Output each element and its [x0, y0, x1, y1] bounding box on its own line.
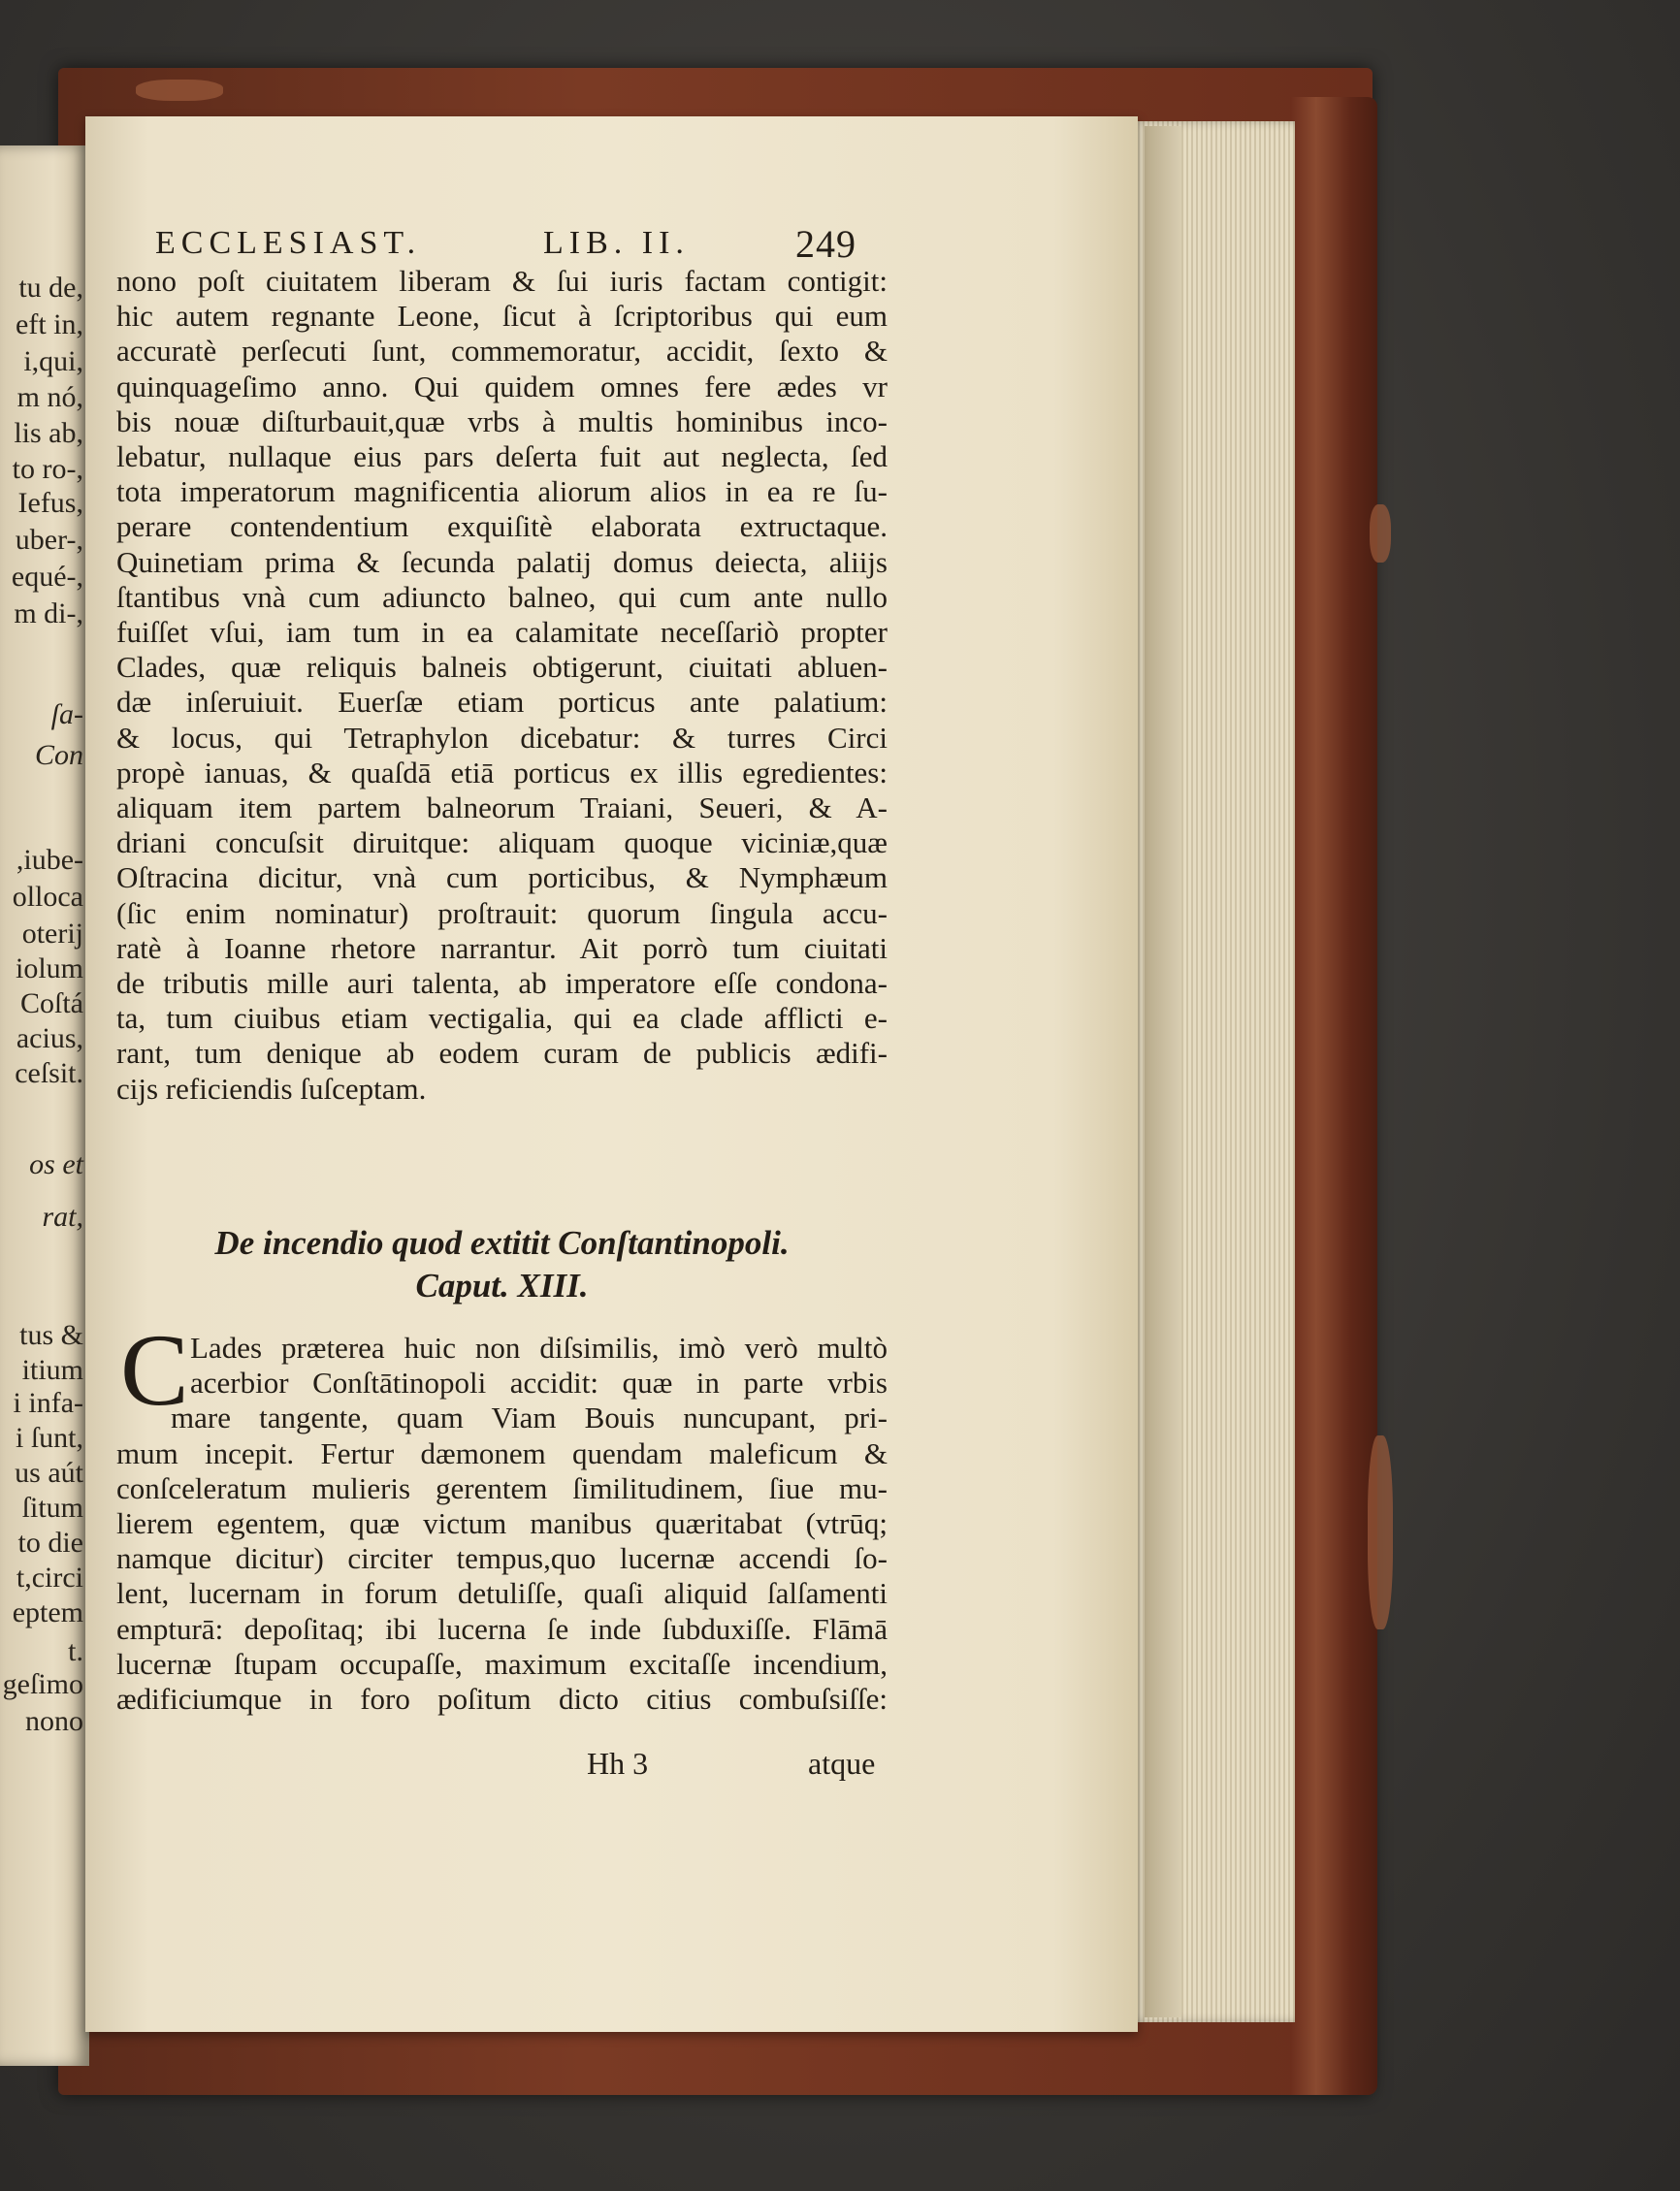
drop-cap: C — [120, 1313, 189, 1427]
text-line: perare contendentium exquiſitè elaborata extructaque. — [116, 509, 888, 544]
text-line: ſtantibus vnà cum adiuncto balneo, qui cum ante nullo — [116, 579, 888, 614]
left-margin-fragment: eptem — [12, 1596, 83, 1628]
cover-scuff — [1370, 504, 1391, 563]
text-line: hic autem regnante Leone, ſicut à ſcriptoribus qui eum — [116, 299, 888, 334]
left-margin-fragment: acius, — [16, 1022, 83, 1054]
text-line: empturā: depoſitaq; ibi lucerna ſe inde ſubduxiſſe. Flāmā — [116, 1611, 888, 1646]
cover-scuff — [136, 80, 223, 101]
text-line: mum incepit. Fertur dæmonem quendam maleficum & — [116, 1435, 888, 1470]
text-line: rant, tum denique ab eodem curam de publicis ædifi- — [116, 1036, 888, 1071]
text-line: acerbior Conſtātinopoli accidit: quæ in parte vrbis — [190, 1366, 888, 1401]
text-line: lucernæ ſtupam occupaſſe, maximum excitaſſe incendium, — [116, 1646, 888, 1681]
text-line: (ſic enim nominatur) proſtrauit: quorum ſingula accu- — [116, 895, 888, 930]
text-line: dæ inſeruiuit. Euerſæ etiam porticus ante palatium: — [116, 685, 888, 720]
left-margin-fragment: lis ab, — [14, 417, 83, 449]
text-line: Lades præterea huic non diſsimilis, imò verò multò — [190, 1331, 888, 1365]
left-margin-fragment: nono — [25, 1705, 83, 1737]
left-margin-fragment: oterij — [21, 918, 83, 950]
text-line: driani concuſsit diruitque: aliquam quoque viciniæ,quæ — [116, 825, 888, 860]
text-line: bis nouæ diſturbauit,quæ vrbs à multis hominibus inco- — [116, 403, 888, 438]
page-edges-gap — [1145, 126, 1181, 2017]
text-line: Oſtracina dicitur, vnà cum porticibus, & Nymphæum — [116, 860, 888, 895]
left-margin-fragment: i ſunt, — [15, 1422, 83, 1454]
left-margin-fragment: iolum — [15, 952, 83, 984]
left-margin-fragment: ceſsit. — [15, 1057, 83, 1089]
text-line: tota imperatorum magnificentia aliorum alios in ea re ſu- — [116, 474, 888, 509]
left-page-sliver — [0, 145, 89, 2066]
left-margin-fragment: i infa- — [13, 1387, 83, 1419]
text-line: ratè à Ioanne rhetore narrantur. Ait porrò tum ciuitati — [116, 930, 888, 965]
text-line: mare tangente, quam Viam Bouis nuncupant, pri- — [171, 1401, 888, 1435]
signature-mark: Hh 3 — [587, 1746, 649, 1781]
text-line: lebatur, nullaque eius pars deſerta fuit aut neglecta, ſed — [116, 439, 888, 473]
running-title: ECCLESIAST. — [155, 225, 422, 261]
text-line: lent, lucernam in forum detuliſſe, quaſi aliquid ſalſamenti — [116, 1576, 888, 1611]
text-line: aliquam item partem balneorum Traiani, Seueri, & A- — [116, 790, 888, 824]
left-margin-fragment: to ro-, — [12, 453, 83, 485]
text-line: conſceleratum mulieris gerentem ſimilitudinem, ſiue mu- — [116, 1470, 888, 1505]
left-margin-fragment: equé-, — [11, 561, 83, 593]
text-line: ædificiumque in foro poſitum dicto citius combuſsiſſe: — [116, 1682, 888, 1716]
left-margin-fragment: tu de, — [18, 272, 83, 304]
text-line: Quinetiam prima & ſecunda palatij domus deiecta, aliijs — [116, 544, 888, 579]
left-margin-fragment: olloca — [12, 881, 83, 913]
chapter-title-line-2: Caput. XIII. — [415, 1267, 589, 1305]
text-line: fuiſſet vſui, iam tum in ea calamitate neceſſariò propter — [116, 615, 888, 649]
text-line: propè ianuas, & quaſdā etiā porticus ex illis egredientes: — [116, 755, 888, 789]
text-line: accuratè perſecuti ſunt, commemoratur, accidit, ſexto & — [116, 334, 888, 369]
left-margin-fragment: ſitum — [21, 1492, 83, 1524]
left-margin-fragment: m di-, — [14, 597, 83, 629]
left-margin-fragment: t,circi — [16, 1562, 83, 1594]
cover-edge — [1290, 97, 1377, 2095]
book-number: LIB. II. — [543, 225, 690, 261]
text-line: de tributis mille auri talenta, ab imperatore eſſe condona- — [116, 966, 888, 1000]
left-margin-fragment: i,qui, — [23, 345, 83, 377]
catchword: atque — [808, 1746, 876, 1781]
text-line: cijs reficiendis ſuſceptam. — [116, 1071, 427, 1106]
left-margin-fragment: ſa- — [50, 698, 83, 730]
chapter-title-line-1: De incendio quod extitit Conſtantinopoli. — [214, 1224, 790, 1262]
folio-number: 249 — [795, 222, 856, 266]
left-margin-fragment: eft in, — [16, 308, 83, 340]
left-margin-fragment: Iefus, — [17, 487, 83, 519]
left-margin-fragment: itium — [21, 1354, 83, 1386]
text-line: nono poſt ciuitatem liberam & ſui iuris factam contigit: — [116, 264, 888, 298]
left-margin-fragment: uber-, — [15, 524, 83, 556]
text-line: lierem egentem, quæ victum manibus quæritabat (vtrūq; — [116, 1506, 888, 1540]
left-margin-fragment: Con — [34, 739, 83, 771]
left-margin-fragment: Coſtá — [20, 987, 83, 1019]
left-margin-fragment: tus & — [19, 1319, 83, 1351]
text-line: Clades, quæ reliquis balneis obtigerunt, ciuitati abluen- — [116, 650, 888, 685]
running-header — [155, 222, 892, 268]
left-margin-fragment: os et — [29, 1148, 83, 1180]
text-line: & locus, qui Tetraphylon dicebatur: & turres Circi — [116, 720, 888, 755]
left-margin-fragment: us aút — [15, 1457, 83, 1489]
cover-scuff — [1368, 1435, 1393, 1629]
text-line: namque dicitur) circiter tempus,quo lucernæ accendi ſo- — [116, 1541, 888, 1576]
left-margin-fragment: to die — [17, 1527, 83, 1559]
left-margin-fragment: geſimo — [2, 1668, 83, 1700]
left-margin-fragment: m nó, — [16, 381, 83, 413]
left-margin-fragment: t. — [68, 1635, 83, 1667]
left-margin-fragment: rat, — [42, 1201, 83, 1233]
left-margin-fragment: ,iube- — [16, 844, 83, 876]
text-line: ta, tum ciuibus etiam vectigalia, qui ea clade afflicti e- — [116, 1001, 888, 1036]
text-line: quinquageſimo anno. Qui quidem omnes fere ædes vr — [116, 369, 888, 403]
